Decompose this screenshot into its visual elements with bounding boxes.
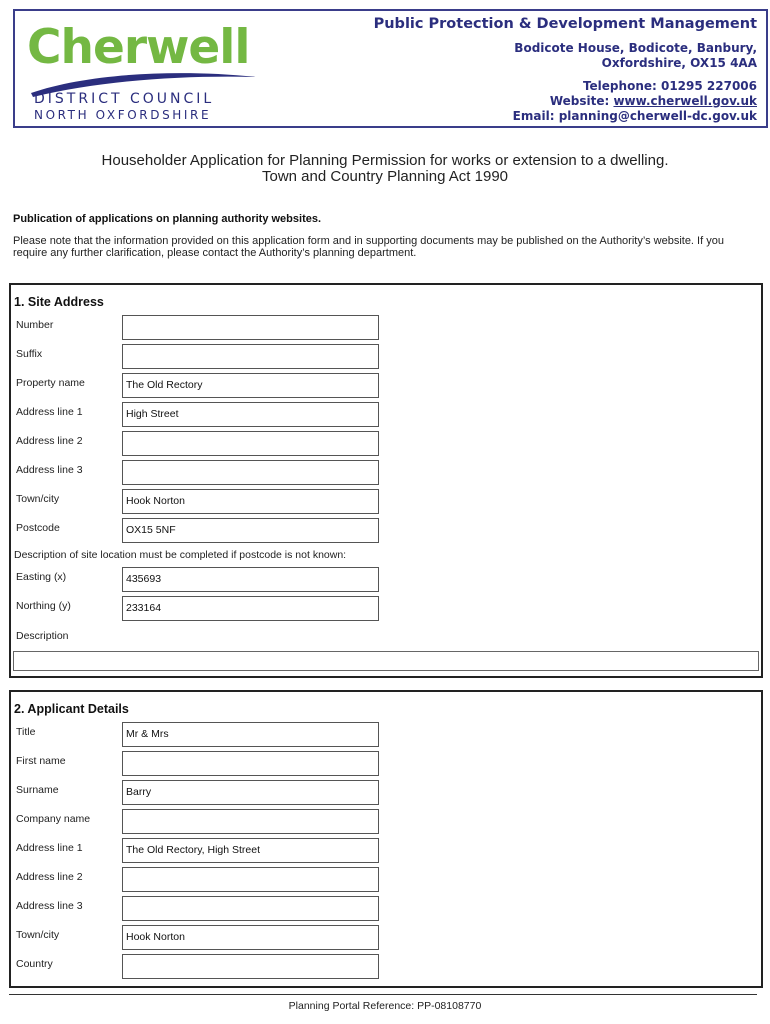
- contact-block: [374, 16, 757, 124]
- field-label: Address line 2: [16, 871, 83, 883]
- portal-reference: Planning Portal Reference: PP-08108770: [288, 1000, 482, 1012]
- field-label: Country: [16, 958, 53, 970]
- title-field[interactable]: Mr & Mrs: [122, 722, 379, 747]
- logo-wordmark: Cherwell: [27, 20, 250, 75]
- department-title: Public Protection & Development Management: [373, 16, 757, 32]
- field-label: Company name: [16, 813, 91, 825]
- address-line3-field[interactable]: [122, 896, 379, 921]
- location-note: Description of site location must be completed if postcode is not known:: [14, 549, 347, 561]
- publication-text: Please note that the information provided on this application form and in supporting documents may be published on the Authority’s website. If you require any further clarification, please contact the Authority’s planning department.: [13, 235, 724, 259]
- field-label: Address line 3: [16, 900, 83, 912]
- section-title: 2. Applicant Details: [14, 702, 129, 716]
- applicant-details-section: [9, 690, 763, 988]
- website-link[interactable]: www.cherwell.gov.uk: [613, 94, 757, 108]
- website-line: [374, 94, 757, 109]
- postcode-field[interactable]: OX15 5NF: [122, 518, 379, 543]
- surname-field[interactable]: Barry: [122, 780, 379, 805]
- field-label: First name: [16, 755, 66, 767]
- email-line: [374, 109, 757, 124]
- field-label: Number: [16, 319, 54, 331]
- town-city-field[interactable]: Hook Norton: [122, 925, 379, 950]
- address-line: Bodicote House, Bodicote, Banbury,: [514, 41, 757, 55]
- field-label: Northing (y): [16, 600, 71, 612]
- description-label: Description: [16, 630, 69, 642]
- form-title-line2: Town and Country Planning Act 1990: [262, 168, 508, 185]
- address-line2-field[interactable]: [122, 431, 379, 456]
- description-field[interactable]: [13, 651, 759, 671]
- address-line: Oxfordshire, OX15 4AA: [601, 56, 757, 70]
- first-name-field[interactable]: [122, 751, 379, 776]
- website-label: Website:: [549, 94, 614, 108]
- email-label: Email:: [512, 109, 559, 123]
- site-address-section: [9, 283, 763, 678]
- field-label: Town/city: [16, 929, 60, 941]
- northing-field[interactable]: 233164: [122, 596, 379, 621]
- address-line2-field[interactable]: [122, 867, 379, 892]
- field-label: Address line 1: [16, 842, 83, 854]
- field-label: Address line 3: [16, 464, 83, 476]
- section-title: 1. Site Address: [14, 295, 104, 309]
- town-city-field[interactable]: Hook Norton: [122, 489, 379, 514]
- publication-heading: Publication of applications on planning authority websites.: [13, 213, 322, 225]
- council-region: NORTH OXFORDSHIRE: [34, 108, 212, 122]
- form-title-line1: Householder Application for Planning Permission for works or extension to a dwelling.: [101, 152, 669, 169]
- form-title: [0, 153, 770, 185]
- address-line1-field[interactable]: High Street: [122, 402, 379, 427]
- council-name: DISTRICT COUNCIL: [34, 91, 215, 107]
- easting-field[interactable]: 435693: [122, 567, 379, 592]
- letterhead: [13, 9, 768, 128]
- number-field[interactable]: [122, 315, 379, 340]
- footer-divider: [9, 994, 757, 995]
- field-label: Address line 1: [16, 406, 83, 418]
- field-label: Property name: [16, 377, 85, 389]
- field-label: Surname: [16, 784, 59, 796]
- field-label: Easting (x): [16, 571, 67, 583]
- company-name-field[interactable]: [122, 809, 379, 834]
- field-label: Title: [16, 726, 36, 738]
- telephone: Telephone: 01295 227006: [582, 79, 757, 93]
- address-line3-field[interactable]: [122, 460, 379, 485]
- country-field[interactable]: [122, 954, 379, 979]
- field-label: Town/city: [16, 493, 60, 505]
- field-label: Postcode: [16, 522, 60, 534]
- field-label: Suffix: [16, 348, 43, 360]
- email-link[interactable]: planning@cherwell-dc.gov.uk: [558, 109, 757, 123]
- suffix-field[interactable]: [122, 344, 379, 369]
- address-line1-field[interactable]: The Old Rectory, High Street: [122, 838, 379, 863]
- property-name-field[interactable]: The Old Rectory: [122, 373, 379, 398]
- field-label: Address line 2: [16, 435, 83, 447]
